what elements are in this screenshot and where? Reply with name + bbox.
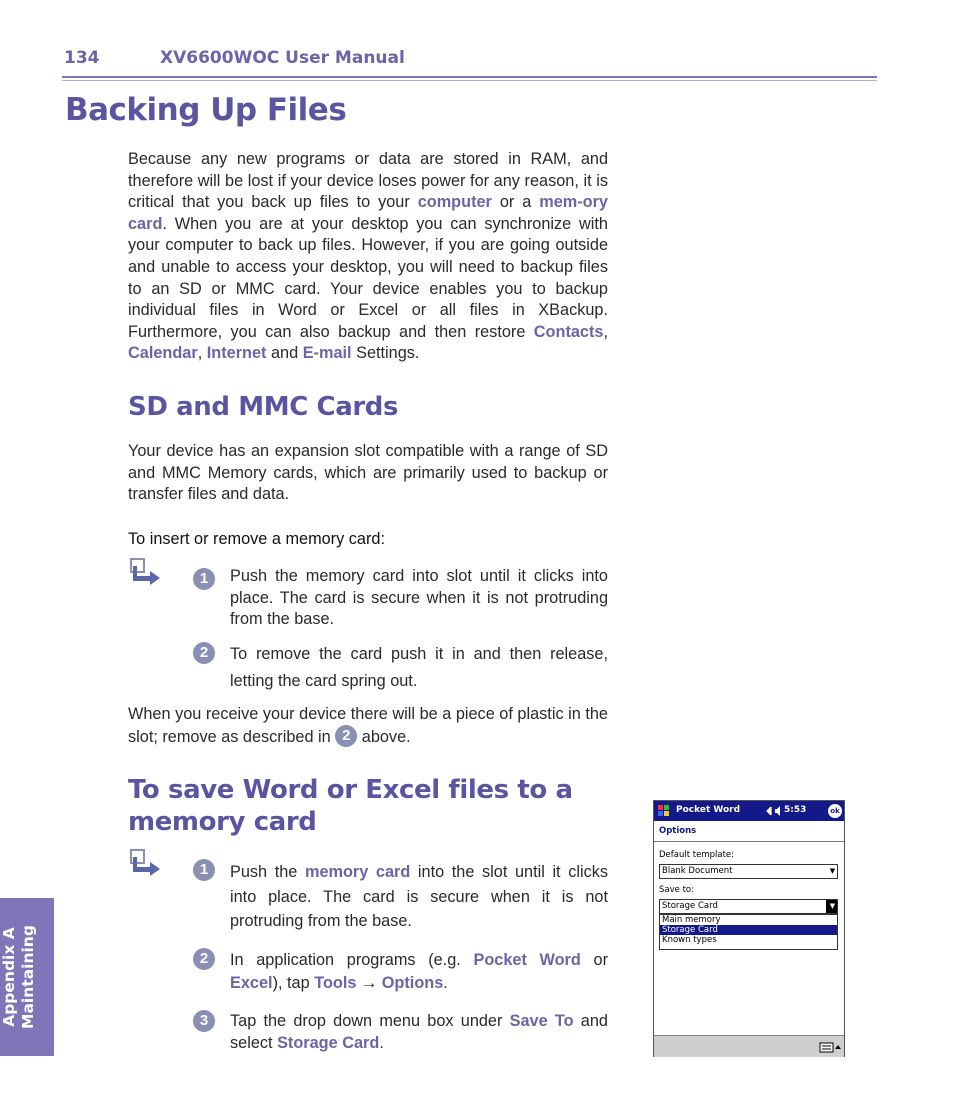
keyboard-icon[interactable] bbox=[819, 1041, 841, 1053]
step-badge: 3 bbox=[193, 1010, 215, 1032]
dropdown-option-storage-card[interactable]: Storage Card bbox=[660, 925, 837, 935]
default-template-select[interactable]: Blank Document ▼ bbox=[659, 864, 838, 879]
save-step-3: Tap the drop down menu box under Save To and select Storage Card. bbox=[230, 1012, 608, 1052]
step-badge: 2 bbox=[193, 948, 215, 970]
default-template-label: Default template: bbox=[659, 850, 734, 860]
step-badge-inline: 2 bbox=[335, 725, 357, 747]
insert-instruction: To insert or remove a memory card: bbox=[128, 530, 385, 548]
dropdown-option-main-memory[interactable]: Main memory bbox=[662, 915, 721, 925]
options-link[interactable]: Options bbox=[381, 974, 444, 992]
side-tab-line1: Appendix A bbox=[0, 927, 18, 1027]
connectivity-volume-icon bbox=[766, 805, 782, 817]
memory-card-link[interactable]: memory card bbox=[304, 863, 411, 881]
plastic-note: When you receive your device there will be a piece of plastic in the slot; remove as described in 2 above. bbox=[128, 705, 608, 746]
page-title: Backing Up Files bbox=[65, 92, 347, 128]
save-to-dropdown-list bbox=[659, 914, 838, 950]
sd-mmc-heading: SD and MMC Cards bbox=[128, 392, 399, 422]
tools-link[interactable]: Tools bbox=[314, 974, 357, 992]
memory-card-link[interactable]: mem-ory card bbox=[128, 193, 608, 233]
step-badge: 2 bbox=[193, 642, 215, 664]
calendar-link[interactable]: Calendar bbox=[128, 344, 198, 363]
procedure-arrow-icon bbox=[128, 848, 164, 878]
intro-paragraph: Because any new programs or data are stored in RAM, and therefore will be lost if your device loses power for any reason, it is critical that you back up files to your computer or a mem-ory card. When you are at your desktop you can synchronize with your computer to back up files. However, if you are going outside and unable to access your desktop, you will need to backup files to an SD or MMC card. Your device enables you to backup individual files in Word or Excel or all files in XBackup. Furthermore, you can also backup and then restore Contacts, Calendar, Internet and E-mail Settings. bbox=[128, 150, 608, 363]
side-tab-line2: Maintaining bbox=[19, 925, 37, 1029]
save-step-2: In application programs (e.g. Pocket Word or Excel), tap Tools → Options. bbox=[230, 951, 608, 992]
device-screenshot bbox=[653, 800, 845, 1057]
save-heading: To save Word or Excel files to a memory card bbox=[128, 775, 573, 837]
device-ok-button[interactable]: ok bbox=[828, 804, 842, 818]
procedure-arrow-icon bbox=[128, 557, 164, 587]
windows-flag-icon bbox=[657, 804, 671, 818]
internet-link[interactable]: Internet bbox=[206, 344, 267, 363]
dropdown-option-known-types[interactable]: Known types bbox=[662, 935, 717, 945]
step-badge: 1 bbox=[193, 568, 215, 590]
step-badge: 1 bbox=[193, 859, 215, 881]
insert-step-2: To remove the card push it in and then release, letting the card spring out. bbox=[230, 645, 608, 690]
save-to-link[interactable]: Save To bbox=[509, 1012, 574, 1030]
device-app-name: Pocket Word bbox=[676, 805, 741, 815]
computer-link[interactable]: computer bbox=[417, 193, 492, 212]
device-title-bar bbox=[654, 801, 844, 821]
save-step-1: Push the memory card into the slot until it clicks into place. The card is secure when it is not protruding from the base. bbox=[230, 863, 608, 930]
storage-card-link[interactable]: Storage Card bbox=[277, 1033, 380, 1052]
header-rule-thin bbox=[62, 80, 877, 81]
device-time: 5:53 bbox=[784, 805, 807, 815]
sd-mmc-paragraph: Your device has an expansion slot compatible with a range of SD and MMC Memory cards, which are primarily used to backup or transfer files and data. bbox=[128, 442, 608, 504]
device-divider bbox=[654, 841, 844, 842]
excel-link[interactable]: Excel bbox=[230, 974, 273, 992]
email-link[interactable]: E-mail bbox=[302, 344, 352, 363]
save-to-label: Save to: bbox=[659, 885, 694, 895]
contacts-link[interactable]: Contacts bbox=[533, 322, 604, 341]
appendix-side-tab bbox=[0, 898, 54, 1056]
device-command-bar bbox=[654, 1035, 844, 1057]
insert-step-1: Push the memory card into slot until it clicks into place. The card is secure when it is not protruding from the base. bbox=[230, 567, 608, 629]
device-options-tab[interactable]: Options bbox=[659, 826, 697, 836]
dropdown-arrow-icon[interactable]: ▼ bbox=[829, 867, 836, 875]
dropdown-arrow-icon[interactable]: ▼ bbox=[826, 900, 837, 913]
manual-title: XV6600WOC User Manual bbox=[160, 48, 405, 68]
header-rule bbox=[62, 76, 877, 78]
save-to-select[interactable]: Storage Card ▼ bbox=[659, 899, 838, 914]
pocket-word-link[interactable]: Pocket Word bbox=[473, 951, 581, 969]
page-number: 134 bbox=[64, 48, 100, 68]
